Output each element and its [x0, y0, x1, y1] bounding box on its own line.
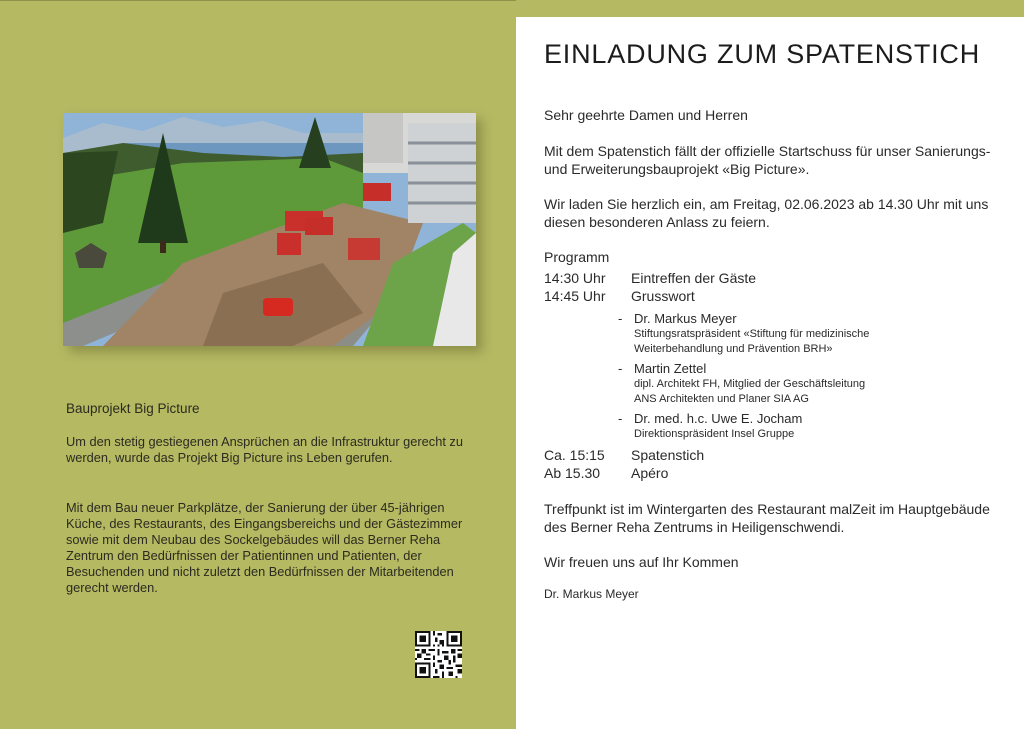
program-item: Grusswort: [631, 288, 695, 304]
construction-site-photo: [63, 113, 476, 346]
signature: Dr. Markus Meyer: [544, 587, 639, 601]
program-time: 14:30 Uhr: [544, 270, 606, 286]
program-item: Spatenstich: [631, 447, 705, 463]
list-dash: -: [618, 361, 623, 376]
invitation-text: Wir laden Sie herzlich ein, am Freitag, 02.06.2023 ab 14.30 Uhr mit uns diesen besonderen Anlass zu feiern.: [544, 196, 989, 230]
project-description-1: Um den stetig gestiegenen Ansprüchen an die Infrastruktur gerecht zu werden, wurde das Projekt Big Picture ins Leben gerufen.: [66, 434, 463, 465]
speaker-name: Dr. Markus Meyer: [634, 311, 737, 326]
program-time: Ab 15.30: [544, 465, 601, 481]
speaker-role: Weiterbehandlung und Prävention BRH»: [634, 342, 833, 355]
speaker-entry: [618, 361, 994, 406]
speaker-name: Dr. med. h.c. Uwe E. Jocham: [634, 411, 803, 426]
intro-text: Mit dem Spatenstich fällt der offizielle Startschuss für unser Sanierungs- und Erweiterungsbauprojekt «Big Picture».: [544, 143, 991, 177]
speaker-role: dipl. Architekt FH, Mitglied der Geschäftsleitung: [634, 378, 866, 390]
program-item: Eintreffen der Gäste: [631, 270, 757, 286]
qr-code-icon[interactable]: [415, 631, 462, 678]
speaker-entry: [618, 411, 994, 442]
project-heading: Bauprojekt Big Picture: [66, 401, 200, 416]
closing-text: Wir freuen uns auf Ihr Kommen: [544, 554, 739, 570]
speaker-role: ANS Architekten und Planer SIA AG: [634, 392, 809, 405]
greeting: Sehr geehrte Damen und Herren: [544, 107, 748, 123]
program-time: 14:45 Uhr: [544, 288, 606, 304]
meeting-point-text: Treffpunkt ist im Wintergarten des Restaurant malZeit im Hauptgebäude des Berner Reha Zentrums in Heiligenschwendi.: [544, 501, 990, 535]
list-dash: -: [618, 311, 623, 326]
speaker-entry: [618, 311, 994, 356]
list-dash: -: [618, 411, 623, 426]
speaker-role: Stiftungsratspräsident «Stiftung für medizinische: [634, 328, 870, 340]
speaker-role: Direktionspräsident Insel Gruppe: [634, 428, 795, 440]
program-time: Ca. 15:15: [544, 447, 605, 463]
speaker-name: Martin Zettel: [634, 361, 707, 376]
program-heading: Programm: [544, 249, 610, 265]
invitation-panel: [516, 17, 1024, 729]
page-title: EINLADUNG ZUM SPATENSTICH: [544, 39, 981, 69]
program-item: Apéro: [631, 465, 669, 481]
project-description-2: Mit dem Bau neuer Parkplätze, der Sanierung der über 45-jährigen Küche, des Restaurants, des Eingangsbereichs und der Gästezimmer sowie mit dem Neubau des Sockelgebäudes will das Berner Reha Zentrum den Bedürfnissen der Patientinnen und Patienten, der Besuchenden und nicht zuletzt den Bedürfnissen der Mitarbeitenden gerecht werden.: [66, 500, 463, 595]
